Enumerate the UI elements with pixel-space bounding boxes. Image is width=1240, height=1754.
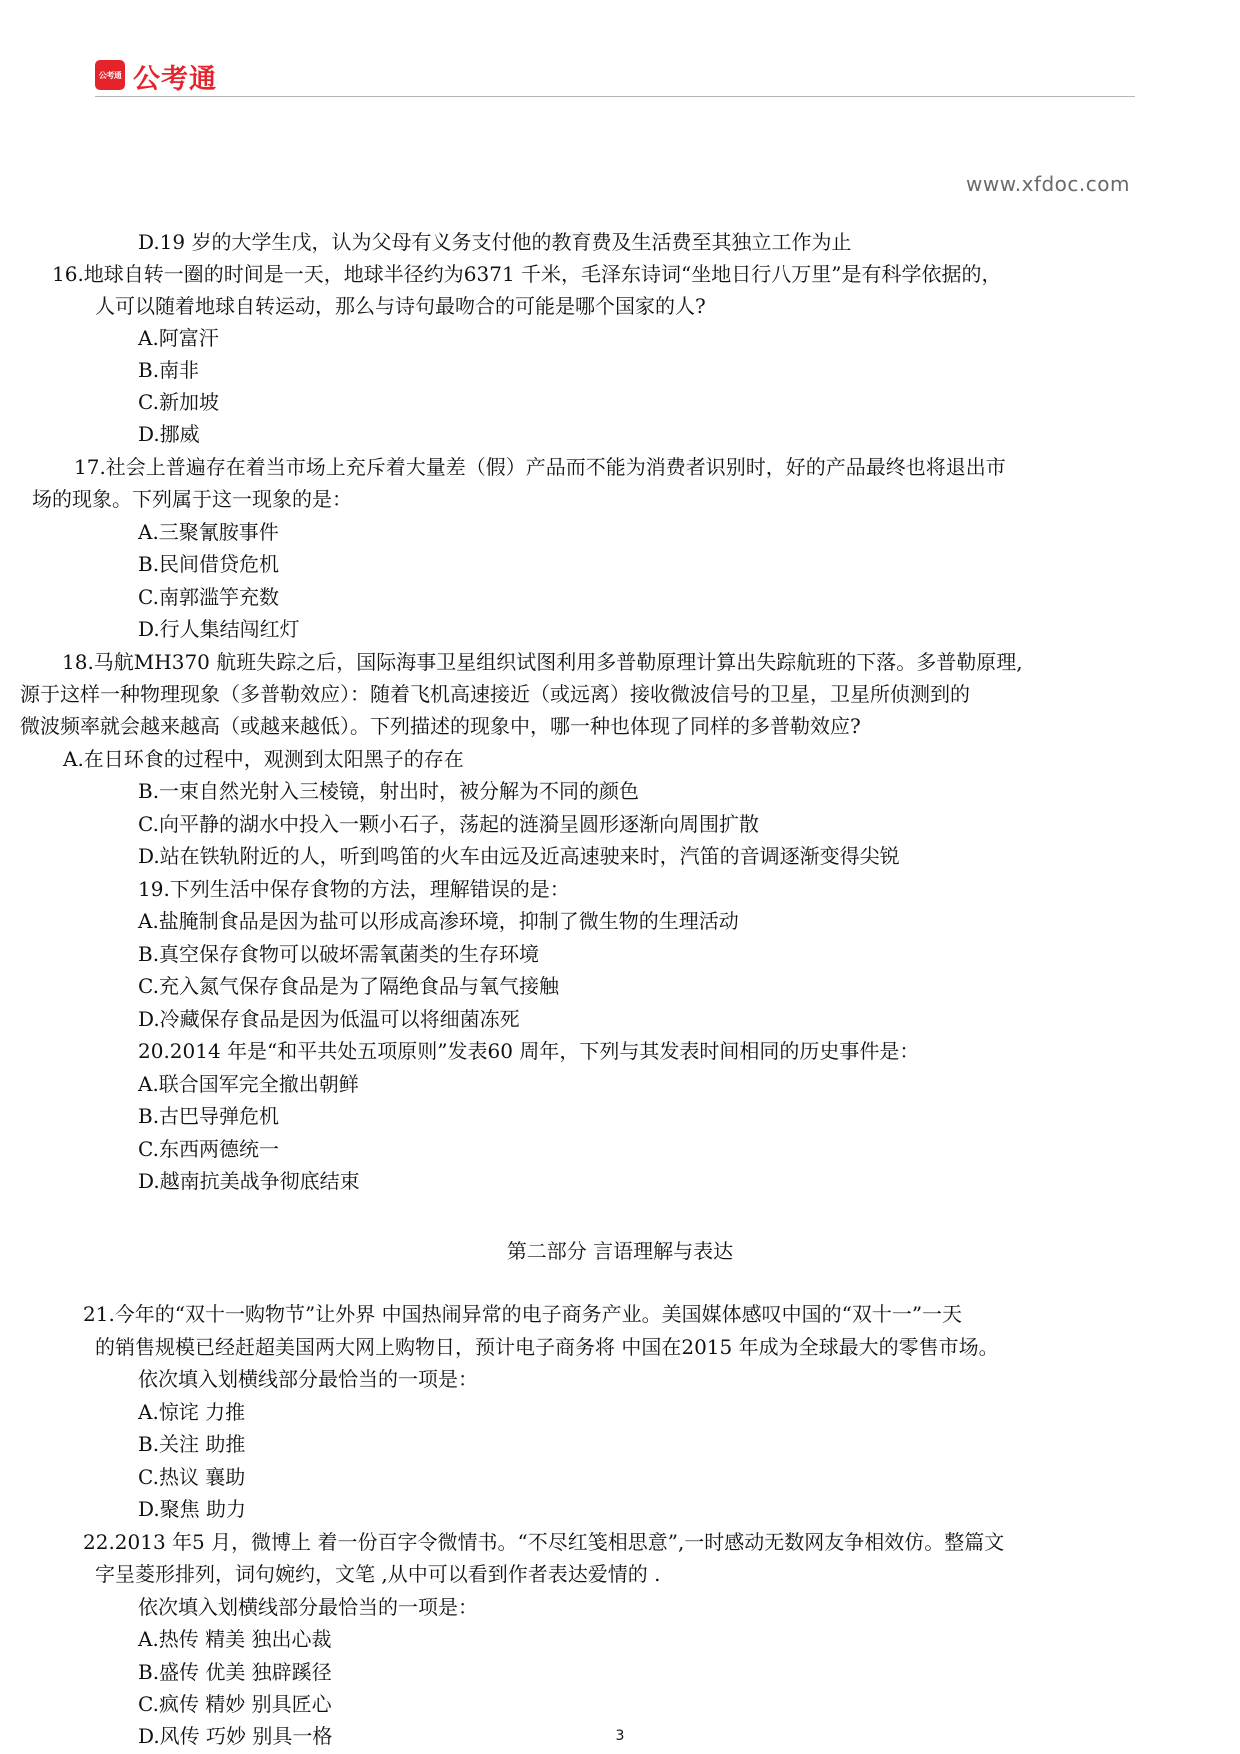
text-line: 22.2013 年5 月，微博上 着一份百字令微情书。“不尽红笺相思意”,一时感动无数网友争相效仿。整篇文 — [83, 1530, 1005, 1554]
text-line: A.在日环食的过程中，观测到太阳黑子的存在 — [63, 747, 464, 771]
logo-mark: 公考通 — [95, 60, 125, 90]
text-line: A.三聚氰胺事件 — [138, 520, 279, 544]
page-number: 3 — [615, 1728, 625, 1744]
text-line: D.站在铁轨附近的人，听到鸣笛的火车由远及近高速驶来时，汽笛的音调逐渐变得尖锐 — [138, 844, 900, 868]
logo-text: 公考通 — [133, 64, 217, 95]
text-line: C.新加坡 — [138, 390, 219, 414]
site-url: www.xfdoc.com — [966, 172, 1130, 196]
text-line: 微波频率就会越来越高（或越来越低）。下列描述的现象中，哪一种也体现了同样的多普勒效应? — [20, 714, 861, 738]
text-line: C.热议 襄助 — [138, 1465, 246, 1489]
text-line: D.冷藏保存食品是因为低温可以将细菌冻死 — [138, 1007, 520, 1031]
text-line: 依次填入划横线部分最恰当的一项是： — [138, 1595, 478, 1619]
text-line: 19.下列生活中保存食物的方法，理解错误的是： — [138, 877, 570, 901]
text-line: 源于这样一种物理现象（多普勒效应）：随着飞机高速接近（或远离）接收微波信号的卫星，卫星所侦测到的 — [20, 682, 970, 706]
text-line: C.南郭滥竽充数 — [138, 585, 279, 609]
text-line: 人可以随着地球自转运动，那么与诗句最吻合的可能是哪个国家的人? — [95, 294, 706, 318]
text-line: C.向平静的湖水中投入一颗小石子，荡起的涟漪呈圆形逐渐向周围扩散 — [138, 812, 759, 836]
text-line: B.一束自然光射入三棱镜，射出时，被分解为不同的颜色 — [138, 779, 640, 803]
text-line: B.古巴导弹危机 — [138, 1104, 280, 1128]
text-line: D.聚焦 助力 — [138, 1497, 247, 1521]
text-line: 的销售规模已经赶超美国两大网上购物日，预计电子商务将 中国在2015 年成为全球最大的零售市场。 — [95, 1335, 999, 1359]
text-line: D.风传 巧妙 别具一格 — [138, 1724, 333, 1748]
text-line: A.联合国军完全撤出朝鲜 — [138, 1072, 359, 1096]
text-line: B.民间借贷危机 — [138, 552, 280, 576]
text-line: 字呈菱形排列，词句婉约，文笔 ,从中可以看到作者表达爱情的 . — [95, 1562, 661, 1586]
text-line: B.关注 助推 — [138, 1432, 246, 1456]
header-divider — [95, 96, 1135, 97]
text-line: 20.2014 年是“和平共处五项原则”发表60 周年，下列与其发表时间相同的历史事件是： — [138, 1039, 920, 1063]
text-line: 18.马航MH370 航班失踪之后，国际海事卫星组织试图利用多普勒原理计算出失踪航班的下落。多普勒原理, — [62, 650, 1023, 674]
text-line: B.真空保存食物可以破坏需氧菌类的生存环境 — [138, 942, 540, 966]
text-line: D.挪威 — [138, 422, 200, 446]
text-line: A.阿富汗 — [138, 326, 219, 350]
text-line: D.行人集结闯红灯 — [138, 617, 300, 641]
section-title: 第二部分 言语理解与表达 — [506, 1239, 734, 1263]
text-line: B.南非 — [138, 358, 200, 382]
text-line: D.19 岁的大学生戊，认为父母有义务支付他的教育费及生活费至其独立工作为止 — [138, 230, 852, 254]
text-line: C.充入氮气保存食品是为了隔绝食品与氧气接触 — [138, 974, 559, 998]
text-line: B.盛传 优美 独辟蹊径 — [138, 1660, 332, 1684]
page-header — [95, 58, 1135, 98]
text-line: 17.社会上普遍存在着当市场上充斥着大量差（假）产品而不能为消费者识别时，好的产品最终也将退出市 — [74, 455, 1006, 479]
text-line: C.东西两德统一 — [138, 1137, 279, 1161]
text-line: 16.地球自转一圈的时间是一天，地球半径约为6371 千米，毛泽东诗词“坐地日行八万里”是有科学依据的， — [52, 262, 1002, 286]
text-line: 场的现象。下列属于这一现象的是： — [32, 487, 352, 511]
text-line: 依次填入划横线部分最恰当的一项是： — [138, 1367, 478, 1391]
text-line: A.热传 精美 独出心裁 — [138, 1627, 332, 1651]
text-line: A.惊诧 力推 — [138, 1400, 246, 1424]
text-line: A.盐腌制食品是因为盐可以形成高渗环境，抑制了微生物的生理活动 — [138, 909, 739, 933]
text-line: D.越南抗美战争彻底结束 — [138, 1169, 360, 1193]
text-line: 21.今年的“双十一购物节”让外界 中国热闹异常的电子商务产业。美国媒体感叹中国的“双十一”一天 — [83, 1302, 963, 1326]
text-line: C.疯传 精妙 别具匠心 — [138, 1692, 332, 1716]
